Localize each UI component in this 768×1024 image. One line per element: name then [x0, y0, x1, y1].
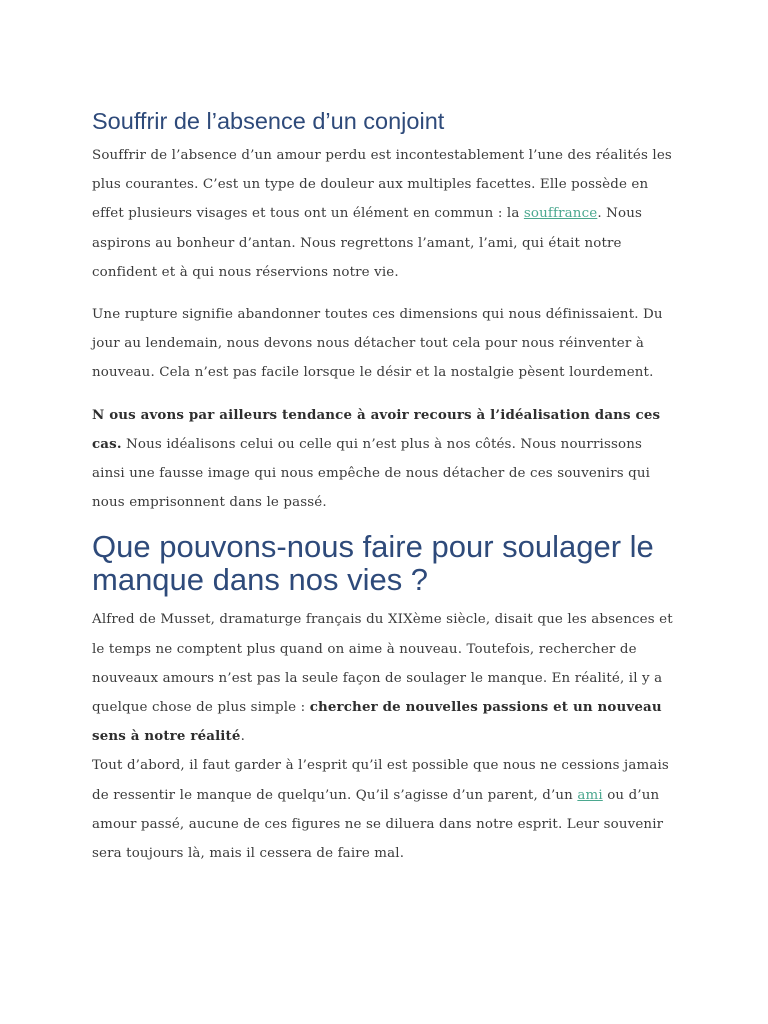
paragraph-text: Souffrir de l’absence d’un amour perdu est incontestablement l’une des réalités les plus courantes. C’est un type de douleur aux multiples facettes. Elle possède en effet plusieurs visages et tous ont un élément en commun : la [92, 148, 672, 222]
paragraph-text: . Nous aspirons au bonheur d’antan. Nous regrettons l’amant, l’ami, qui était notre confident et à qui nous réservions notre vie. [92, 206, 643, 280]
paragraph-intro [92, 141, 678, 287]
article [92, 106, 678, 868]
bold-text: N ous avons par ailleurs tendance à avoir recours à l’idéalisation dans ces cas. [92, 406, 661, 452]
paragraph-text: Nous idéalisons celui ou celle qui n’est plus à nos côtés. Nous nourrissons ainsi une fausse image qui nous empêche de nous détacher de ces souvenirs qui nous emprisonnent dans le passé. [92, 436, 651, 511]
paragraph-idealisation [92, 401, 678, 518]
section-heading-soulager: Que pouvons-nous faire pour soulager le manque dans nos vies ? [92, 529, 654, 598]
paragraph-text: . [240, 729, 245, 745]
paragraph-text: Alfred de Musset, dramaturge français du XIXème siècle, disait que les absences et le temps ne comptent plus quand on aime à nouveau. Toutefois, rechercher de nouveaux amours n’est pas la seule façon de soulager le manque. En réalité, il y a quelque chose de plus simple : [92, 612, 673, 716]
paragraph-souvenir [92, 751, 678, 868]
section-heading-absence: Souffrir de l’absence d’un conjoint [92, 108, 445, 134]
paragraph-text: Tout d’abord, il faut garder à l’esprit qu’il est possible que nous ne cessions jamais de ressentir le manque de quelqu’un. Qu’il s’agisse d’un parent, d’un [92, 758, 669, 803]
bold-text: chercher de nouvelles passions et un nouveau sens à notre réalité [92, 699, 662, 745]
link-souffrance[interactable]: souffrance [523, 206, 598, 222]
link-ami[interactable]: ami [577, 787, 603, 803]
paragraph-rupture: Une rupture signifie abandonner toutes ces dimensions qui nous définissaient. Du jour au lendemain, nous devons nous détacher tout cela pour nous réinventer à nouveau. Cela n’est pas facile lorsque le désir et la nostalgie pèsent lourdement. [92, 307, 663, 381]
paragraph-musset [92, 605, 678, 751]
paragraph-text: ou d’un amour passé, aucune de ces figures ne se diluera dans notre esprit. Leur souvenir sera toujours là, mais il cessera de faire mal. [92, 787, 664, 862]
